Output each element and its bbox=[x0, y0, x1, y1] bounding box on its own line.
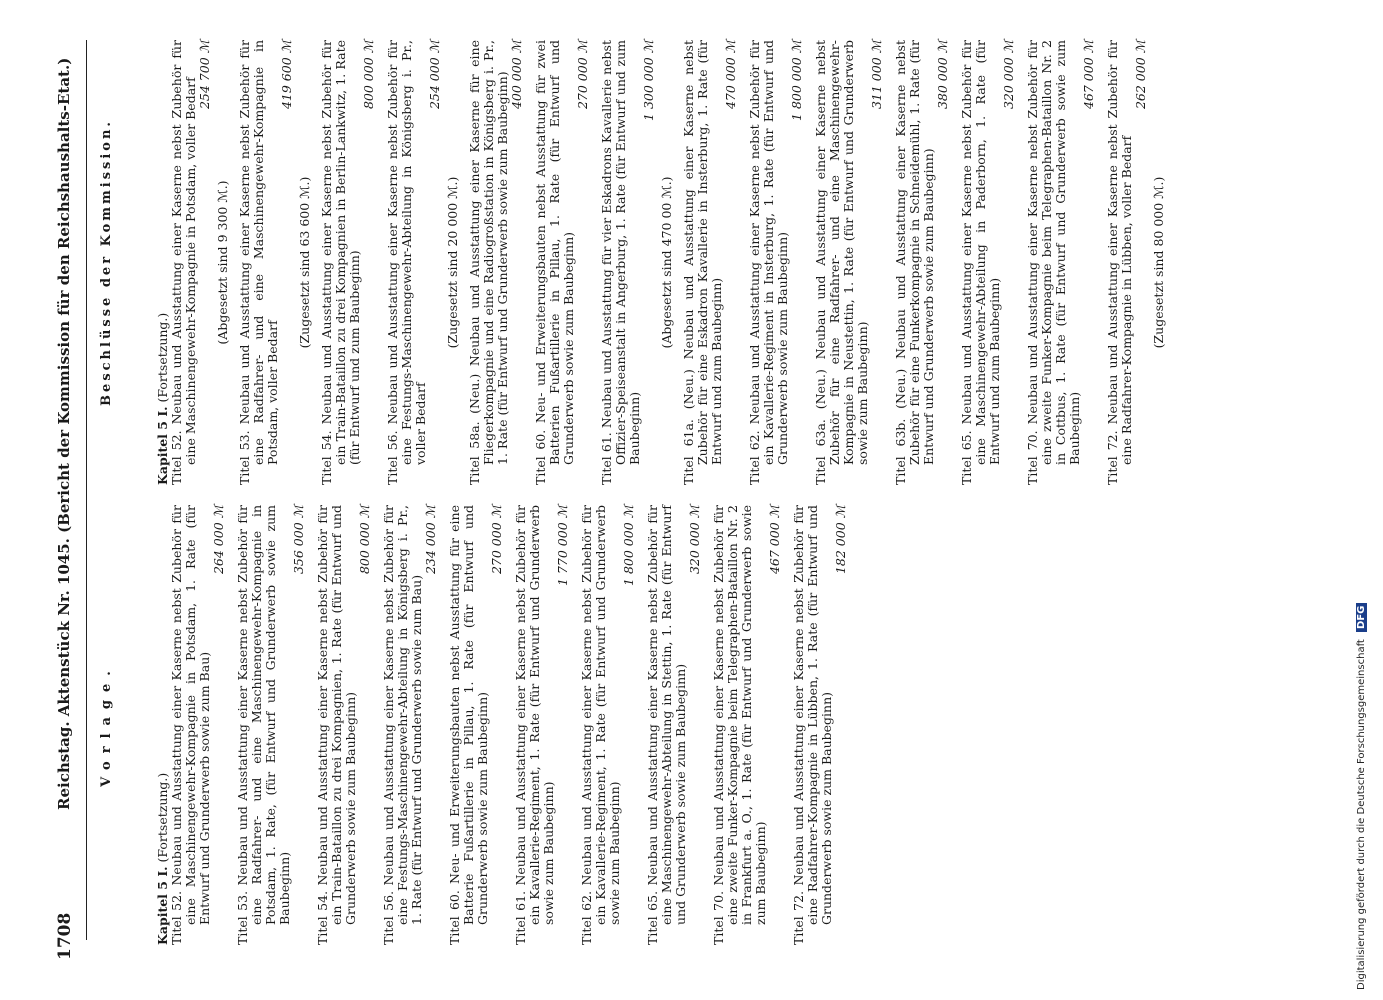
budget-entry bbox=[320, 40, 362, 485]
right-column-beschluesse bbox=[100, 40, 1174, 485]
entry-amount: 356 000 ℳ bbox=[291, 505, 306, 575]
entry-amount: 320 000 ℳ bbox=[1001, 40, 1016, 110]
entry-note: (Zugesetzt sind 63 600 ℳ.) bbox=[297, 176, 312, 349]
sidebar-credit-text: Digitalisierung gefördert durch die Deutsche Forschungsgemeinschaft bbox=[1356, 639, 1367, 990]
entry-amount: 470 000 ℳ bbox=[723, 40, 738, 110]
entry-text: Titel 60. Neu- und Erweiterungsbauten nebst Ausstattung für eine Batterie Fußartillerie in Pillau, 1. Rate (für Entwurf und Grunderwerb sowie zum Baubeginn) bbox=[447, 505, 490, 945]
budget-entry bbox=[238, 40, 280, 485]
entry-text: Titel 56. Neubau und Ausstattung einer Kaserne nebst Zubehör für eine Festungs-Maschinengewehr-Abteilung in Königsberg i. Pr., voller Bedarf bbox=[385, 40, 428, 485]
dfg-logo: DFG bbox=[1356, 603, 1367, 632]
budget-entry bbox=[170, 40, 198, 485]
budget-entry bbox=[682, 40, 724, 485]
left-column-vorlage bbox=[100, 505, 858, 945]
entry-text: Titel 61a. (Neu.) Neubau und Ausstattung einer Kaserne nebst Zubehör für eine Eskadron Kavallerie in Insterburg, 1. Rate (für Entwurf und zum Baubeginn) bbox=[681, 40, 724, 485]
entry-amount: 264 000 ℳ bbox=[211, 505, 226, 575]
budget-entry bbox=[448, 505, 490, 945]
entry-text: Titel 72. Neubau und Ausstattung einer Kaserne nebst Zubehör für eine Radfahrer-Kompagnie in Lübben, voller Bedarf bbox=[1105, 40, 1134, 485]
entry-text: Titel 72. Neubau und Ausstattung einer Kaserne nebst Zubehör für eine Radfahrer-Kompagnie in Lübben, 1. Rate (für Entwurf und Grunderwerb sowie zum Baubeginn) bbox=[791, 505, 834, 945]
entry-amount: 800 000 ℳ bbox=[357, 505, 372, 575]
entry-amount: 254 700 ℳ bbox=[197, 40, 212, 110]
entry-amount: 1 800 000 ℳ bbox=[789, 40, 804, 121]
left-kapitel-line bbox=[156, 505, 170, 945]
entry-text: Titel 61. Neubau und Ausstattung für vier Eskadrons Kavallerie nebst Offizier-Speiseanstalt in Angerburg, 1. Rate (für Entwurf und zum Baubeginn) bbox=[599, 40, 642, 485]
left-column-heading: Vorlage. bbox=[99, 663, 114, 787]
entry-amount: 800 000 ℳ bbox=[361, 40, 376, 110]
entry-amount: 270 000 ℳ bbox=[575, 40, 590, 110]
entry-amount: 1 300 000 ℳ bbox=[641, 40, 656, 121]
digitization-sidebar bbox=[1356, 0, 1383, 1000]
budget-entry bbox=[814, 40, 870, 485]
entry-amount: 234 000 ℳ bbox=[423, 505, 438, 575]
entry-amount: 254 000 ℳ bbox=[427, 40, 442, 110]
budget-entry bbox=[894, 40, 936, 485]
entry-amount: 419 600 ℳ bbox=[279, 40, 294, 110]
entry-amount: 467 000 ℳ bbox=[767, 505, 782, 575]
running-header bbox=[55, 20, 85, 960]
budget-entry bbox=[792, 505, 834, 945]
budget-entry bbox=[1106, 40, 1134, 485]
entry-text: Titel 58a. (Neu.) Neubau und Ausstattung einer Kaserne für eine Fliegerkompagnie und eine Radiogroßstation in Königsberg i. Pr., 1. Rate (für Entwurf und Grunderwerb sowie zum Baubeginn) bbox=[467, 40, 510, 485]
running-title: Reichstag. Aktenstück Nr. 1045. (Bericht der Kommission für den Reichshaushalts-Etat.) bbox=[55, 57, 73, 810]
entry-amount: 262 000 ℳ bbox=[1133, 40, 1148, 110]
entry-amount: 182 000 ℳ bbox=[833, 505, 848, 575]
entry-text: Titel 60. Neu- und Erweiterungsbauten nebst Ausstattung für zwei Batterien Fußartillerie in Pillau, 1. Rate (für Entwurf und Grunderwerb sowie zum Baubeginn) bbox=[533, 40, 576, 485]
entry-text: Titel 63a. (Neu.) Neubau und Ausstattung einer Kaserne nebst Zubehör für eine Radfahrer- und eine Maschinengewehr-Kompagnie in Neustettin, 1. Rate (für Entwurf und Grunderwerb sowie zum Baubeginn) bbox=[813, 40, 870, 485]
budget-entry bbox=[580, 505, 622, 945]
entry-text: Titel 52. Neubau und Ausstattung einer Kaserne nebst Zubehör für eine Maschinengewehr-Kompagnie in Potsdam, voller Bedarf bbox=[169, 40, 198, 485]
entry-amount: 380 000 ℳ bbox=[935, 40, 950, 110]
right-kapitel: Kapitel 5 I. bbox=[155, 406, 170, 485]
entry-amount: 1 800 000 ℳ bbox=[621, 505, 636, 586]
entry-note: (Zugesetzt sind 80 000 ℳ.) bbox=[1151, 176, 1166, 349]
budget-entry bbox=[600, 40, 642, 485]
entry-amount: 400 000 ℳ bbox=[509, 40, 524, 110]
left-fortsetzung: (Fortsetzung.) bbox=[155, 772, 170, 863]
budget-entry bbox=[382, 505, 424, 945]
left-kapitel: Kapitel 5 I. bbox=[155, 866, 170, 945]
entry-text: Titel 52. Neubau und Ausstattung einer Kaserne nebst Zubehör für eine Maschinengewehr-Kompagnie in Potsdam, 1. Rate (für Entwurf und Grunderwerb sowie zum Bau) bbox=[169, 505, 212, 945]
budget-entry bbox=[514, 505, 556, 945]
entry-amount: 1 770 000 ℳ bbox=[555, 505, 570, 586]
budget-entry bbox=[316, 505, 358, 945]
right-kapitel-line bbox=[156, 40, 170, 485]
left-entries bbox=[170, 505, 858, 945]
entry-text: Titel 70. Neubau und Ausstattung einer Kaserne nebst Zubehör für eine zweite Funker-Kompagnie beim Telegraphen-Bataillon Nr. 2 in Frankfurt a. O., 1. Rate (für Entwurf und Grunderwerb sowie zum Baubeginn) bbox=[711, 505, 768, 945]
entry-text: Titel 65. Neubau und Ausstattung einer Kaserne nebst Zubehör für eine Maschinengewehr-Abteilung in Stettin, 1. Rate (für Entwurf und Grunderwerb sowie zum Baubeginn) bbox=[645, 505, 688, 945]
header-rule bbox=[86, 40, 87, 940]
entry-amount: 311 000 ℳ bbox=[869, 40, 884, 110]
right-fortsetzung: (Fortsetzung.) bbox=[155, 312, 170, 403]
budget-entry bbox=[646, 505, 688, 945]
page-number: 1708 bbox=[55, 912, 75, 960]
entry-text: Titel 65. Neubau und Ausstattung einer Kaserne nebst Zubehör für eine Maschinengewehr-Abteilung in Paderborn, 1. Rate (für Entwurf und zum Baubeginn) bbox=[959, 40, 1002, 485]
right-entries bbox=[170, 40, 1166, 485]
entry-text: Titel 54. Neubau und Ausstattung einer Kaserne nebst Zubehör für ein Train-Bataillon zu drei Kompagnien, 1. Rate (für Entwurf und Grunderwerb sowie zum Baubeginn) bbox=[315, 505, 358, 945]
budget-entry bbox=[386, 40, 428, 485]
entry-text: Titel 62. Neubau und Ausstattung einer Kaserne nebst Zubehör für ein Kavallerie-Regiment in Insterburg, 1. Rate (für Entwurf und Grunderwerb sowie zum Baubeginn) bbox=[747, 40, 790, 485]
entry-amount: 270 000 ℳ bbox=[489, 505, 504, 575]
budget-entry bbox=[748, 40, 790, 485]
entry-text: Titel 53. Neubau und Ausstattung einer Kaserne nebst Zubehör für eine Radfahrer- und eine Maschinengewehr-Kompagnie in Potsdam, voller Bedarf bbox=[237, 40, 280, 485]
entry-text: Titel 56. Neubau und Ausstattung einer Kaserne nebst Zubehör für eine Festungs-Maschinengewehr-Abteilung in Königsberg i. Pr., 1. Rate (für Entwurf und Grunderwerb sowie zum Bau) bbox=[381, 505, 424, 945]
budget-entry bbox=[712, 505, 768, 945]
entry-text: Titel 54. Neubau und Ausstattung einer Kaserne nebst Zubehör für ein Train-Bataillon zu drei Kompagnien in Berlin-Lankwitz, 1. Rate (für Entwurf und zum Baubeginn) bbox=[319, 40, 362, 485]
entry-gap bbox=[848, 505, 858, 945]
right-column-heading: Beschlüsse der Kommission. bbox=[99, 119, 114, 406]
entry-note: (Zugesetzt sind 20 000 ℳ.) bbox=[445, 176, 460, 349]
entry-amount: 467 000 ℳ bbox=[1081, 40, 1096, 110]
budget-entry bbox=[1026, 40, 1082, 485]
budget-entry bbox=[534, 40, 576, 485]
sidebar-credit bbox=[1356, 10, 1372, 990]
budget-entry bbox=[468, 40, 510, 485]
budget-entry bbox=[960, 40, 1002, 485]
entry-text: Titel 63b. (Neu.) Neubau und Ausstattung einer Kaserne nebst Zubehör für eine Funkerkompagnie in Schneidemühl, 1. Rate (für Entwurf und Grunderwerb sowie zum Baubeginn) bbox=[893, 40, 936, 485]
entry-text: Titel 62. Neubau und Ausstattung einer Kaserne nebst Zubehör für ein Kavallerie-Regiment, 1. Rate (für Entwurf und Grunderwerb sowie zum Baubeginn) bbox=[579, 505, 622, 945]
entry-note: (Abgesetzt sind 9 300 ℳ.) bbox=[215, 180, 230, 345]
entry-amount: 320 000 ℳ bbox=[687, 505, 702, 575]
budget-entry bbox=[170, 505, 212, 945]
entry-text: Titel 61. Neubau und Ausstattung einer Kaserne nebst Zubehör für ein Kavallerie-Regiment, 1. Rate (für Entwurf und Grunderwerb sowie zum Baubeginn) bbox=[513, 505, 556, 945]
entry-note: (Abgesetzt sind 470 00 ℳ.) bbox=[659, 176, 674, 349]
entry-text: Titel 70. Neubau und Ausstattung einer Kaserne nebst Zubehör für eine zweite Funker-Kompagnie beim Telegraphen-Bataillon Nr. 2 in Cottbus, 1. Rate (für Entwurf und Grunderwerb sowie zum Baubeginn) bbox=[1025, 40, 1082, 485]
entry-text: Titel 53. Neubau und Ausstattung einer Kaserne nebst Zubehör für eine Radfahrer- und eine Maschinengewehr-Kompagnie in Potsdam, 1. Rate, (für Entwurf und Grunderwerb sowie zum Baubeginn) bbox=[235, 505, 292, 945]
budget-entry bbox=[236, 505, 292, 945]
